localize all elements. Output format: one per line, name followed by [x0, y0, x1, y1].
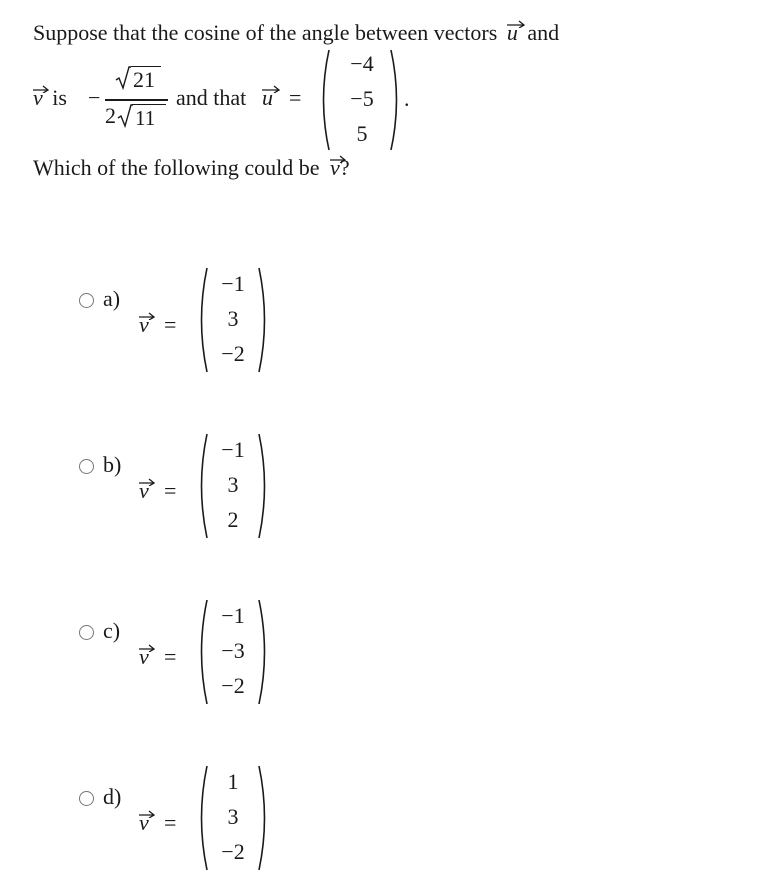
option-equals-sign: = [164, 312, 177, 337]
right-paren-icon [257, 598, 271, 706]
u-entry-2: −5 [350, 86, 374, 111]
u-vector-symbol-2: u [262, 85, 273, 111]
option-equals-sign: = [164, 478, 177, 503]
vector-arrow-icon [32, 81, 50, 93]
u-vector-symbol: u [507, 20, 518, 46]
option-v-vector-symbol: v [139, 810, 149, 836]
left-paren-icon [195, 266, 209, 374]
left-paren-icon [195, 598, 209, 706]
question-mark: ? [339, 155, 350, 180]
v-is-text [33, 85, 67, 111]
option-entry-1: −1 [221, 437, 245, 462]
right-paren-icon [389, 48, 403, 152]
vector-arrow-icon [138, 806, 156, 818]
option-v-vector-symbol: v [139, 312, 149, 338]
right-paren-icon [257, 266, 271, 374]
vector-arrow-icon [329, 151, 347, 163]
left-paren-icon [195, 764, 209, 872]
v-vector-symbol-3: v [330, 155, 340, 181]
option-entry-1: −1 [221, 603, 245, 628]
question-text-1: Suppose that the cosine of the angle between vectors [33, 20, 498, 45]
u-entry-3: 5 [356, 121, 368, 146]
equals-sign: = [289, 85, 302, 110]
and-that-text: and that [176, 85, 247, 110]
question-line-1 [33, 20, 559, 46]
option-v-matrix [195, 432, 271, 540]
option-entry-2: 3 [227, 472, 239, 497]
option-radio-button[interactable] [79, 625, 94, 640]
option-v-matrix [195, 266, 271, 374]
option-v-vector-symbol: v [139, 478, 149, 504]
option-radio-button[interactable] [79, 791, 94, 806]
right-paren-icon [257, 432, 271, 540]
option-entry-2: 3 [227, 306, 239, 331]
option-equals-sign: = [164, 644, 177, 669]
option-entry-2: 3 [227, 804, 239, 829]
option-entry-3: −2 [221, 839, 245, 864]
left-paren-icon [195, 432, 209, 540]
vector-arrow-icon [138, 640, 156, 652]
v-vector-symbol: v [33, 85, 43, 111]
fraction-bar [105, 99, 168, 101]
right-paren-icon [257, 764, 271, 872]
option-entry-3: −2 [221, 673, 245, 698]
option-label: c) [103, 618, 121, 643]
question-line-3 [33, 155, 350, 181]
option-label: b) [103, 452, 122, 477]
option-entry-2: −3 [221, 638, 245, 663]
question-text-3: Which of the following could be [33, 155, 320, 180]
vector-arrow-icon [138, 308, 156, 320]
sqrt-sign-icon [117, 104, 133, 128]
vector-arrow-icon [138, 474, 156, 486]
option-entry-1: 1 [227, 769, 239, 794]
u-vector-matrix [317, 48, 403, 152]
option-radio-button[interactable] [79, 459, 94, 474]
minus-sign: − [88, 85, 101, 110]
option-label: a) [103, 286, 121, 311]
option-entry-3: −2 [221, 341, 245, 366]
sqrt-sign-icon [115, 66, 131, 90]
option-radio-button[interactable] [79, 293, 94, 308]
option-entry-3: 2 [227, 507, 239, 532]
and-word: and [527, 20, 560, 45]
vector-arrow-icon [261, 81, 281, 93]
period: . [404, 86, 410, 111]
left-paren-icon [317, 48, 331, 152]
option-v-matrix [195, 764, 271, 872]
option-v-matrix [195, 598, 271, 706]
is-word: is [52, 85, 67, 110]
option-v-vector-symbol: v [139, 644, 149, 670]
option-label: d) [103, 784, 122, 809]
vector-arrow-icon [506, 16, 526, 28]
option-entry-1: −1 [221, 271, 245, 296]
option-equals-sign: = [164, 810, 177, 835]
u-entry-1: −4 [350, 51, 374, 76]
